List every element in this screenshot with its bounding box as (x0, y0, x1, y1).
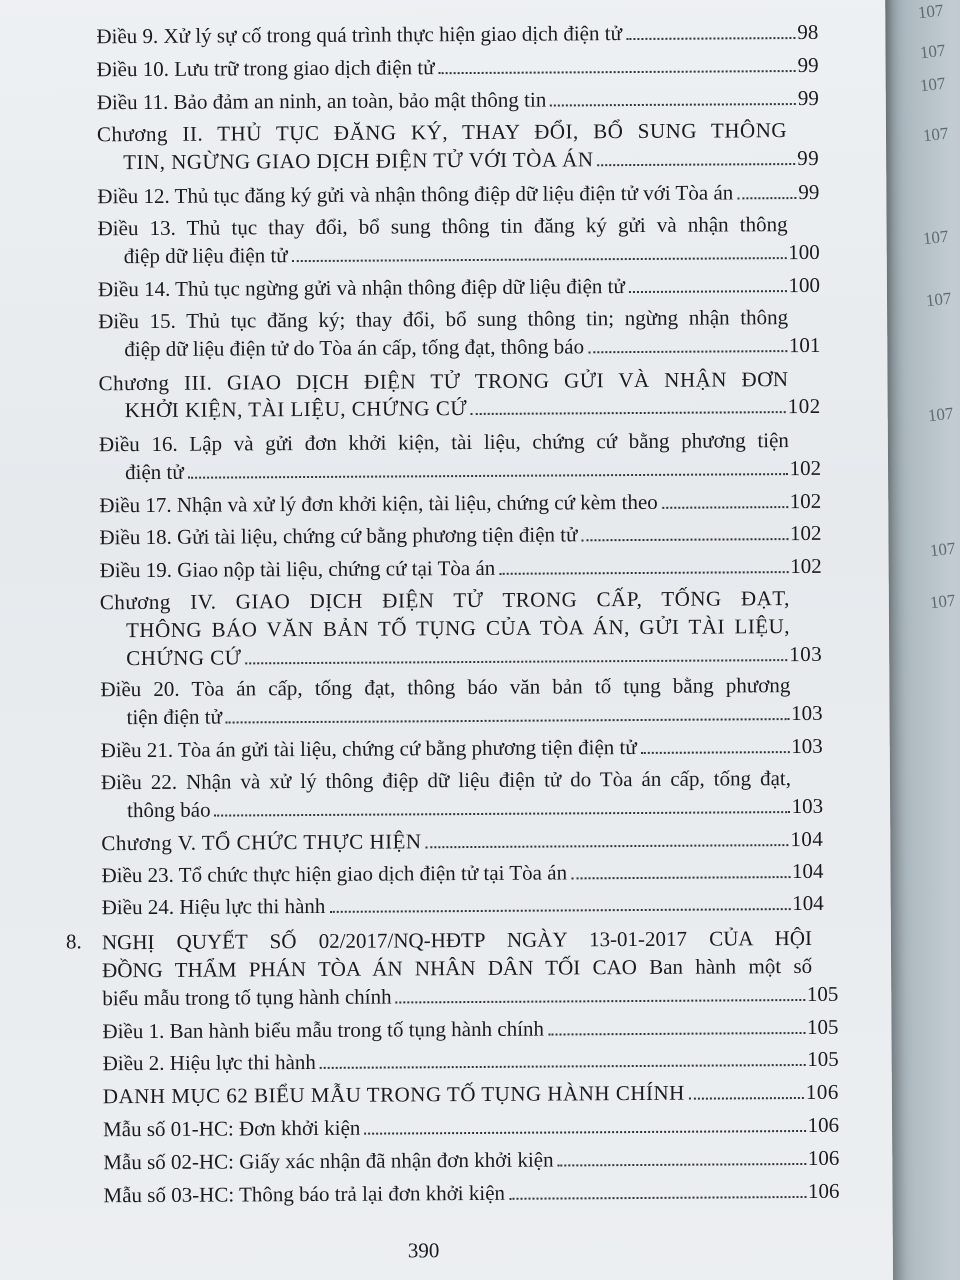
toc-page-ref: 103 (791, 733, 823, 759)
toc-entry-title: Mẫu số 02-HC: Giấy xác nhận đã nhận đơn khởi kiện (103, 1147, 554, 1175)
toc-entry (103, 1112, 839, 1142)
leader-dots (320, 1064, 805, 1069)
toc-section-line: NGHỊ QUYẾT SỐ 02/2017/NQ-HĐTP NGÀY 13-01-2017 CỦA HỘI (101, 925, 813, 955)
leader-dots (737, 197, 796, 199)
toc-entry-line: Điều 22. Nhận và xử lý thông điệp dữ liệu điện tử do Tòa án cấp, tống đạt, (100, 766, 792, 795)
toc-page-ref: 106 (807, 1145, 840, 1170)
toc-page-ref: 103 (789, 641, 823, 667)
toc-entry-title: Điều 24. Hiệu lực thi hành (101, 893, 326, 920)
toc-entry-title: Mẫu số 03-HC: Thông báo trả lại đơn khởi kiện (103, 1180, 506, 1208)
toc-page-ref: 102 (789, 488, 822, 514)
side-page-number: 107 (929, 538, 957, 561)
leader-dots (662, 506, 788, 509)
leader-dots (626, 37, 795, 40)
toc-page-ref: 104 (792, 890, 824, 916)
toc-page-ref: 105 (807, 1046, 839, 1071)
toc-entry (96, 19, 818, 49)
toc-chapter-line: THÔNG BÁO VĂN BẢN TỐ TỤNG CỦA TÒA ÁN, GỬI TÀI LIỆU, (125, 614, 791, 643)
toc-entry (103, 1079, 839, 1109)
leader-dots (629, 290, 787, 293)
toc-entry-line: Điều 16. Lập và gửi đơn khởi kiện, tài liệu, chứng cứ bằng phương tiện (98, 428, 789, 457)
toc-entry-title: Điều 1. Ban hành biểu mẫu trong tố tụng hành chính (102, 1016, 545, 1044)
toc-entry (125, 455, 821, 485)
toc-entry-title: điệp dữ liệu điện tử (123, 243, 288, 269)
toc-page-ref: 101 (788, 332, 821, 358)
toc-page-ref: 99 (798, 179, 820, 205)
toc-entry-title: Điều 10. Lưu trữ trong giao dịch điện tử (96, 55, 435, 82)
toc-entry (124, 239, 820, 269)
leader-dots (499, 571, 788, 575)
leader-dots (558, 1163, 806, 1167)
toc-entry (126, 641, 822, 671)
toc-entry (125, 393, 821, 423)
toc-entry-title: Điều 12. Thủ tục đăng ký gửi và nhận thông điệp dữ liệu điện tử với Tòa án (97, 180, 734, 209)
side-page-number: 107 (922, 123, 950, 146)
toc-entry (101, 733, 823, 763)
toc-entry (97, 85, 819, 115)
toc-page-ref: 103 (790, 700, 823, 726)
toc-entry-title: Điều 14. Thủ tục ngừng gửi và nhận thông điệp dữ liệu điện tử (97, 274, 625, 302)
leader-dots (215, 811, 790, 817)
leader-dots (509, 1196, 806, 1200)
toc-chapter-line: Chương II. THỦ TỤC ĐĂNG KÝ, THAY ĐỔI, BỔ SUNG THÔNG (96, 118, 788, 147)
toc-page-ref: 99 (797, 85, 819, 111)
toc-entry (103, 1046, 839, 1076)
toc-page-ref: 102 (790, 553, 822, 579)
leader-dots (364, 1130, 805, 1135)
page-number: 390 (407, 1238, 440, 1263)
toc-entry (102, 1014, 838, 1044)
leader-dots (292, 257, 787, 262)
toc-section-line: ĐỒNG THẨM PHÁN TÒA ÁN NHÂN DÂN TỐI CAO Ban hành một số (102, 953, 813, 983)
toc-entry-title: điệp dữ liệu điện tử do Tòa án cấp, tống đạt, thông báo (124, 334, 585, 362)
toc-entry (97, 52, 819, 82)
toc-entry (99, 520, 821, 550)
toc-entry-title: Điều 19. Giao nộp tài liệu, chứng cứ tại Tòa án (99, 555, 496, 583)
side-page-number: 107 (919, 40, 947, 63)
toc-entry-title: điện tử (124, 459, 184, 485)
toc-entry-line: Điều 20. Tòa án cấp, tống đạt, thông báo văn bản tố tụng bằng phương (100, 673, 791, 702)
toc-entry-title: Mẫu số 01-HC: Đơn khởi kiện (103, 1115, 361, 1142)
leader-dots (439, 70, 796, 74)
toc-entry-title: TIN, NGỪNG GIAO DỊCH ĐIỆN TỬ VỚI TÒA ÁN (123, 147, 594, 175)
toc-page-ref: 98 (797, 19, 819, 45)
toc-entry (127, 793, 823, 823)
toc-entry-title: thông báo (127, 797, 211, 823)
toc-entry (97, 179, 819, 209)
toc-entry (126, 700, 822, 730)
leader-dots (550, 103, 796, 106)
toc-entry-title: Điều 11. Bảo đảm an ninh, an toàn, bảo mật thông tin (96, 87, 547, 115)
toc-page-ref: 105 (806, 981, 839, 1006)
side-page-number: 107 (922, 226, 950, 249)
toc-page-ref: 104 (790, 826, 824, 852)
leader-dots (588, 350, 787, 353)
side-page-number: 107 (919, 73, 947, 96)
leader-dots (689, 1097, 804, 1100)
toc-entry (124, 332, 820, 362)
toc-entry-line: Điều 13. Thủ tục thay đổi, bổ sung thông tin đăng ký gửi và nhận thông (97, 212, 788, 241)
toc-chapter-line: Chương III. GIAO DỊCH ĐIỆN TỬ TRONG GỬI VÀ NHẬN ĐƠN (98, 367, 789, 396)
side-page-number: 107 (929, 590, 957, 613)
toc-entry (98, 272, 820, 302)
toc-entry (99, 488, 821, 518)
toc-entry-title: Điều 18. Gửi tài liệu, chứng cứ bằng phương tiện điện tử (99, 522, 578, 550)
toc-page-ref: 105 (806, 1014, 839, 1039)
toc-entry (103, 1145, 839, 1175)
toc-entry-line: Điều 15. Thủ tục đăng ký; thay đổi, bổ sung thông tin; ngừng nhận thông (98, 305, 789, 334)
toc-entry-title: Điều 17. Nhận và xử lý đơn khởi kiện, tài liệu, chứng cứ kèm theo (99, 489, 658, 518)
toc-page-ref: 103 (791, 793, 824, 819)
toc-page-ref: 106 (805, 1079, 839, 1104)
toc-entry-title: Điều 2. Hiệu lực thi hành (102, 1049, 316, 1076)
leader-dots (548, 1032, 805, 1036)
leader-dots (396, 999, 805, 1003)
toc-entry (102, 981, 838, 1011)
toc-entry-title: Điều 21. Tòa án gửi tài liệu, chứng cứ bằng phương tiện điện tử (100, 735, 637, 763)
leader-dots (329, 908, 790, 913)
toc-entry (101, 826, 823, 856)
leader-dots (188, 473, 788, 479)
toc-entry-title: Điều 23. Tổ chức thực hiện giao dịch điện tử tại Tòa án (101, 860, 568, 888)
toc-entry (102, 890, 824, 920)
leader-dots (471, 411, 786, 415)
toc-entry-title: DANH MỤC 62 BIỂU MẪU TRONG TỐ TỤNG HÀNH CHÍNH (102, 1080, 685, 1109)
leader-dots (246, 659, 788, 664)
toc-page-ref: 102 (789, 455, 822, 481)
toc-entry (101, 858, 823, 888)
toc-entry-title: Điều 9. Xử lý sự cố trong quá trình thực hiện giao dịch điện tử (96, 21, 622, 49)
toc-page-ref: 106 (807, 1178, 840, 1203)
toc-page-ref: 100 (788, 272, 821, 298)
toc-entry-title: biểu mẫu trong tố tụng hành chính (102, 984, 392, 1011)
section-number: 8. (65, 929, 82, 954)
leader-dots (598, 163, 796, 166)
toc-entry-title: KHỞI KIỆN, TÀI LIỆU, CHỨNG CỨ (124, 396, 468, 423)
side-page-number: 107 (925, 288, 953, 311)
toc-entry (100, 553, 822, 583)
leader-dots (641, 751, 790, 754)
toc-page-ref: 99 (797, 145, 820, 171)
toc-entry (123, 145, 819, 175)
leader-dots (571, 876, 790, 879)
side-page-number: 107 (917, 0, 945, 23)
leader-dots (582, 538, 788, 541)
toc-entry (103, 1178, 839, 1208)
side-page-number: 107 (927, 403, 955, 426)
toc-entry-title: tiện điện tử (126, 704, 223, 730)
toc-entry-title: Chương V. TỔ CHỨC THỰC HIỆN (101, 829, 422, 856)
toc-entry-title: CHỨNG CỨ (126, 645, 242, 671)
toc-chapter-line: Chương IV. GIAO DỊCH ĐIỆN TỬ TRONG CẤP, TỐNG ĐẠT, (99, 586, 790, 615)
toc-page-ref: 106 (807, 1112, 840, 1137)
toc-page-ref: 104 (791, 858, 824, 884)
toc-page-ref: 99 (797, 52, 819, 78)
toc-page-ref: 102 (787, 393, 821, 419)
toc-page-ref: 100 (788, 239, 820, 265)
leader-dots (226, 718, 789, 723)
leader-dots (426, 844, 789, 848)
toc-page-ref: 102 (789, 520, 822, 546)
